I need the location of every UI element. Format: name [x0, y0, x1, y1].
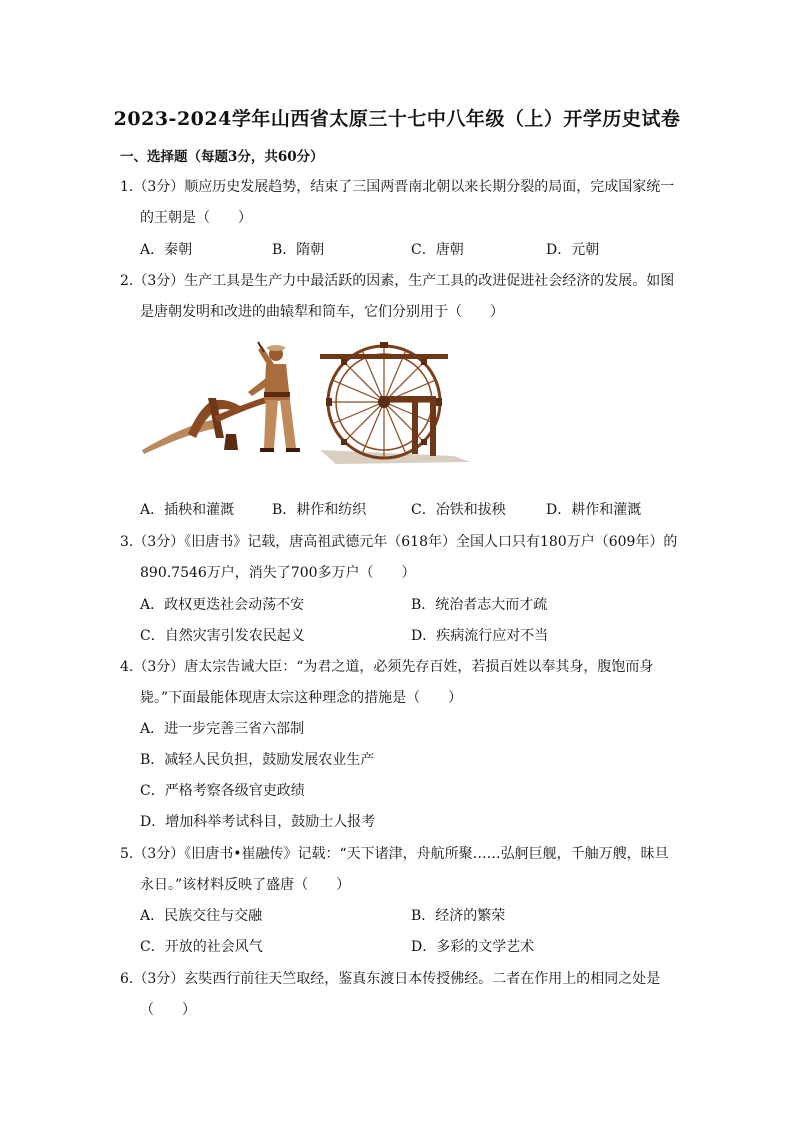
waterwheel-illustration — [320, 342, 470, 464]
q4-option-a[interactable]: A．进一步完善三省六部制 — [140, 721, 305, 737]
q6-line2: （ ） — [140, 1002, 196, 1018]
plough-illustration — [142, 394, 278, 454]
q5-option-d[interactable]: D．多彩的文学艺术 — [411, 939, 535, 955]
q2-option-a[interactable]: A．插秧和灌溉 — [140, 502, 235, 518]
q1-option-a[interactable]: A．秦朝 — [140, 242, 193, 258]
farmer-illustration — [248, 342, 300, 452]
q3-option-b[interactable]: B．统治者志大而才疏 — [411, 597, 548, 613]
q4-line1: 4.（3分）唐太宗告诫大臣：“为君之道，必须先存百姓，若损百姓以奉其身，腹饱而身 — [120, 659, 654, 675]
q5-option-c[interactable]: C．开放的社会风气 — [140, 939, 263, 955]
q3-line1: 3.（3分）《旧唐书》记载，唐高祖武德元年（618年）全国人口只有180万户（609年）的 — [120, 534, 678, 550]
q1-option-d[interactable]: D．元朝 — [546, 242, 600, 258]
q2-line2: 是唐朝发明和改进的曲辕犁和筒车，它们分别用于（ ） — [140, 304, 504, 320]
q1-line2: 的王朝是（ ） — [140, 210, 252, 226]
q1-option-c[interactable]: C．唐朝 — [411, 242, 464, 258]
q3-option-a[interactable]: A．政权更迭社会动荡不安 — [140, 597, 305, 613]
q2-option-d[interactable]: D．耕作和灌溉 — [546, 502, 642, 518]
q2-option-b[interactable]: B．耕作和纺织 — [272, 502, 367, 518]
q5-line1: 5.（3分）《旧唐书•崔融传》记载：“天下诸津，舟航所聚……弘舸巨舰，千舳万艘，昧旦 — [120, 846, 669, 862]
q6-line1: 6.（3分）玄奘西行前往天竺取经，鉴真东渡日本传授佛经。二者在作用上的相同之处是 — [120, 971, 661, 987]
q1-line1: 1.（3分）顺应历史发展趋势，结束了三国两晋南北朝以来长期分裂的局面，完成国家统一 — [120, 179, 675, 195]
q3-option-c[interactable]: C．自然灾害引发农民起义 — [140, 628, 305, 644]
q4-line2: 毙。”下面最能体现唐太宗这种理念的措施是（ ） — [140, 690, 463, 706]
q4-option-b[interactable]: B．减轻人民负担，鼓励发展农业生产 — [140, 752, 375, 768]
plough-and-waterwheel-figure — [140, 338, 474, 468]
q5-line2: 永日。”该材料反映了盛唐（ ） — [140, 877, 351, 893]
q3-line2: 890.7546万户，消失了700多万户（ ） — [140, 565, 416, 581]
page-title: 2023-2024学年山西省太原三十七中八年级（上）开学历史试卷 — [113, 108, 681, 130]
q3-option-d[interactable]: D．疾病流行应对不当 — [411, 628, 549, 644]
q1-option-b[interactable]: B．隋朝 — [272, 242, 325, 258]
q2-line1: 2.（3分）生产工具是生产力中最活跃的因素，生产工具的改进促进社会经济的发展。如图 — [120, 273, 675, 289]
q2-option-c[interactable]: C．冶铁和拔秧 — [411, 502, 506, 518]
q5-option-a[interactable]: A．民族交往与交融 — [140, 908, 263, 924]
section-heading: 一、选择题（每题3分，共60分） — [120, 149, 324, 165]
q4-option-d[interactable]: D．增加科举考试科目，鼓励士人报考 — [140, 814, 376, 830]
q5-option-b[interactable]: B．经济的繁荣 — [411, 908, 506, 924]
q4-option-c[interactable]: C．严格考察各级官吏政绩 — [140, 783, 305, 799]
